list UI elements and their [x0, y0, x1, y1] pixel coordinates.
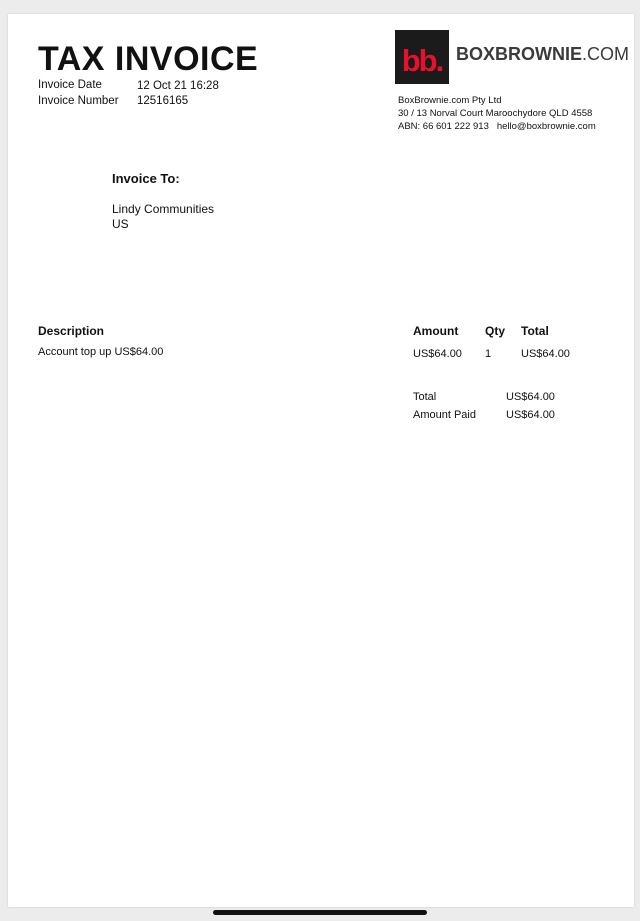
summary-total-label: Total — [413, 391, 437, 403]
summary-paid-value: US$64.00 — [506, 409, 555, 421]
row-amount: US$64.00 — [413, 348, 462, 360]
col-header-qty: Qty — [485, 324, 506, 338]
company-abn: ABN: 66 601 222 913 — [398, 121, 489, 132]
logo-mark-text: bb. — [401, 43, 443, 78]
bill-to-label: Invoice To: — [112, 171, 180, 186]
page-title: TAX INVOICE — [38, 40, 259, 78]
company-logo-mark — [395, 30, 449, 84]
company-logo-text — [456, 44, 629, 65]
row-qty: 1 — [485, 348, 492, 360]
logo-text-bold: BOXBROWNIE — [456, 44, 582, 64]
bill-to-name: Lindy Communities — [112, 202, 215, 216]
invoice-date-label: Invoice Date — [38, 79, 102, 91]
invoice-number-value: 12516165 — [137, 95, 189, 107]
logo-text-light: .COM — [582, 44, 629, 64]
company-email: hello@boxbrownie.com — [496, 121, 596, 132]
invoice-number-label: Invoice Number — [38, 95, 119, 107]
col-header-total: Total — [521, 324, 549, 338]
row-description: Account top up US$64.00 — [38, 346, 164, 358]
row-total: US$64.00 — [521, 348, 570, 360]
home-indicator[interactable] — [213, 910, 427, 915]
summary-paid-label: Amount Paid — [413, 409, 476, 421]
invoice-page — [8, 14, 634, 907]
summary-total-value: US$64.00 — [506, 391, 555, 403]
invoice-date-value: 12 Oct 21 16:28 — [137, 80, 219, 92]
col-header-amount: Amount — [413, 324, 459, 338]
company-name: BoxBrownie.com Pty Ltd — [398, 95, 502, 106]
company-details — [398, 94, 596, 133]
company-address: 30 / 13 Norval Court Maroochydore QLD 4558 — [398, 108, 593, 119]
col-header-description: Description — [38, 324, 105, 338]
bill-to-country: US — [112, 217, 129, 231]
